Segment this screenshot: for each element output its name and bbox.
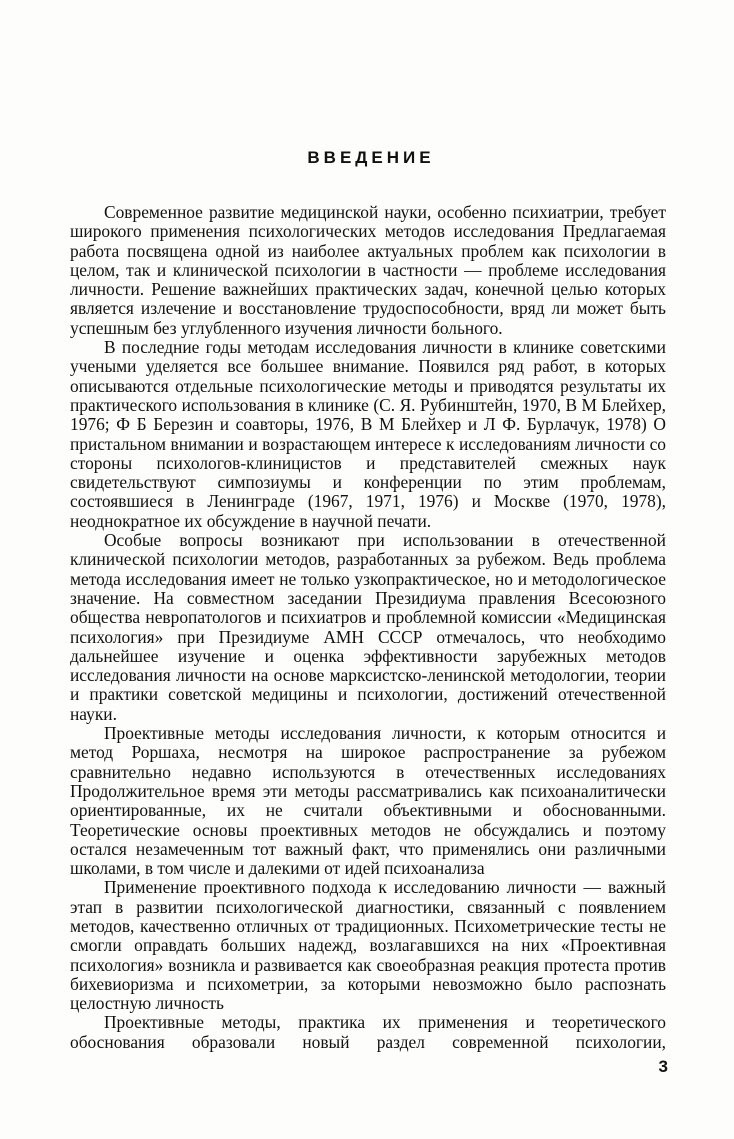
- page-number: 3: [658, 1057, 668, 1076]
- paragraph-1: Современное развитие медицинской науки, особенно психиатрии, требует широкого применения психологических методов исследования Предлагаемая работа посвящена одной из наиболее актуальных проблем как психологии в целом, так и клинической психологии в частности — проблеме исследования личности. Решение важнейших практических задач, конечной целью которых является излечение и восстановление трудоспособности, вряд ли может быть успешным без углубленного изучения личности больного.: [70, 202, 666, 338]
- paragraph-2: В последние годы методам исследования личности в клинике советскими учеными уделяется все большее внимание. Появился ряд работ, в которых описываются отдельные психологические методы и приводятся результаты их практического использования в клинике (С. Я. Рубинштейн, 1970, В М Блейхер, 1976; Ф Б Березин и соавторы, 1976, В М Блейхер и Л Ф. Бурлачук, 1978) О пристальном внимании и возрастающем интересе к исследованиям личности со стороны психологов-клиницистов и представителей смежных наук свидетельствуют симпозиумы и конференции по этим проблемам, состоявшиеся в Ленинграде (1967, 1971, 1976) и Москве (1970, 1978), неоднократное их обсуждение в научной печати.: [70, 337, 666, 531]
- paragraph-4: Проективные методы исследования личности, к которым относится и метод Роршаха, несмотря на широкое распространение за рубежом сравнительно недавно используются в отечественных исследованиях Продолжительное время эти методы рассматривались как психоаналитически ориентированные, их не считали объективными и обоснованными. Теоретические основы проективных методов не обсуждались и поэтому остался незамеченным тот важный факт, что применялись они различными школами, в том числе и далекими от идей психоанализа: [70, 723, 666, 879]
- body-text: [70, 203, 666, 1052]
- paragraph-5: Применение проективного подхода к исследованию личности — важный этап в развитии психологической диагностики, связанный с появлением методов, качественно отличных от традиционных. Психометрические тесты не смогли оправдать больших надежд, возлагавшихся на них «Проективная психология» возникла и развивается как своеобразная реакция протеста против бихевиоризма и психометрии, за которыми невозможно было распознать целостную личность: [70, 877, 666, 1014]
- paragraph-6: Проективные методы, практика их применения и теоретического обоснования образовали новый раздел современной психологии,: [70, 1012, 666, 1052]
- chapter-title: ВВЕДЕНИЕ: [307, 148, 435, 167]
- paragraph-3: Особые вопросы возникают при использовании в отечественной клинической психологии методов, разработанных за рубежом. Ведь проблема метода исследования имеет не только узкопрактическое, но и методологическое значение. На совместном заседании Президиума правления Всесоюзного общества невропатологов и психиатров и проблемной комиссии «Медицинская психология» при Президиуме АМН СССР отмечалось, что необходимо дальнейшее изучение и оценка эффективности зарубежных методов исследования личности на основе марксистско-ленинской методологии, теории и практики советской медицины и психологии, достижений отечественной науки.: [70, 530, 666, 724]
